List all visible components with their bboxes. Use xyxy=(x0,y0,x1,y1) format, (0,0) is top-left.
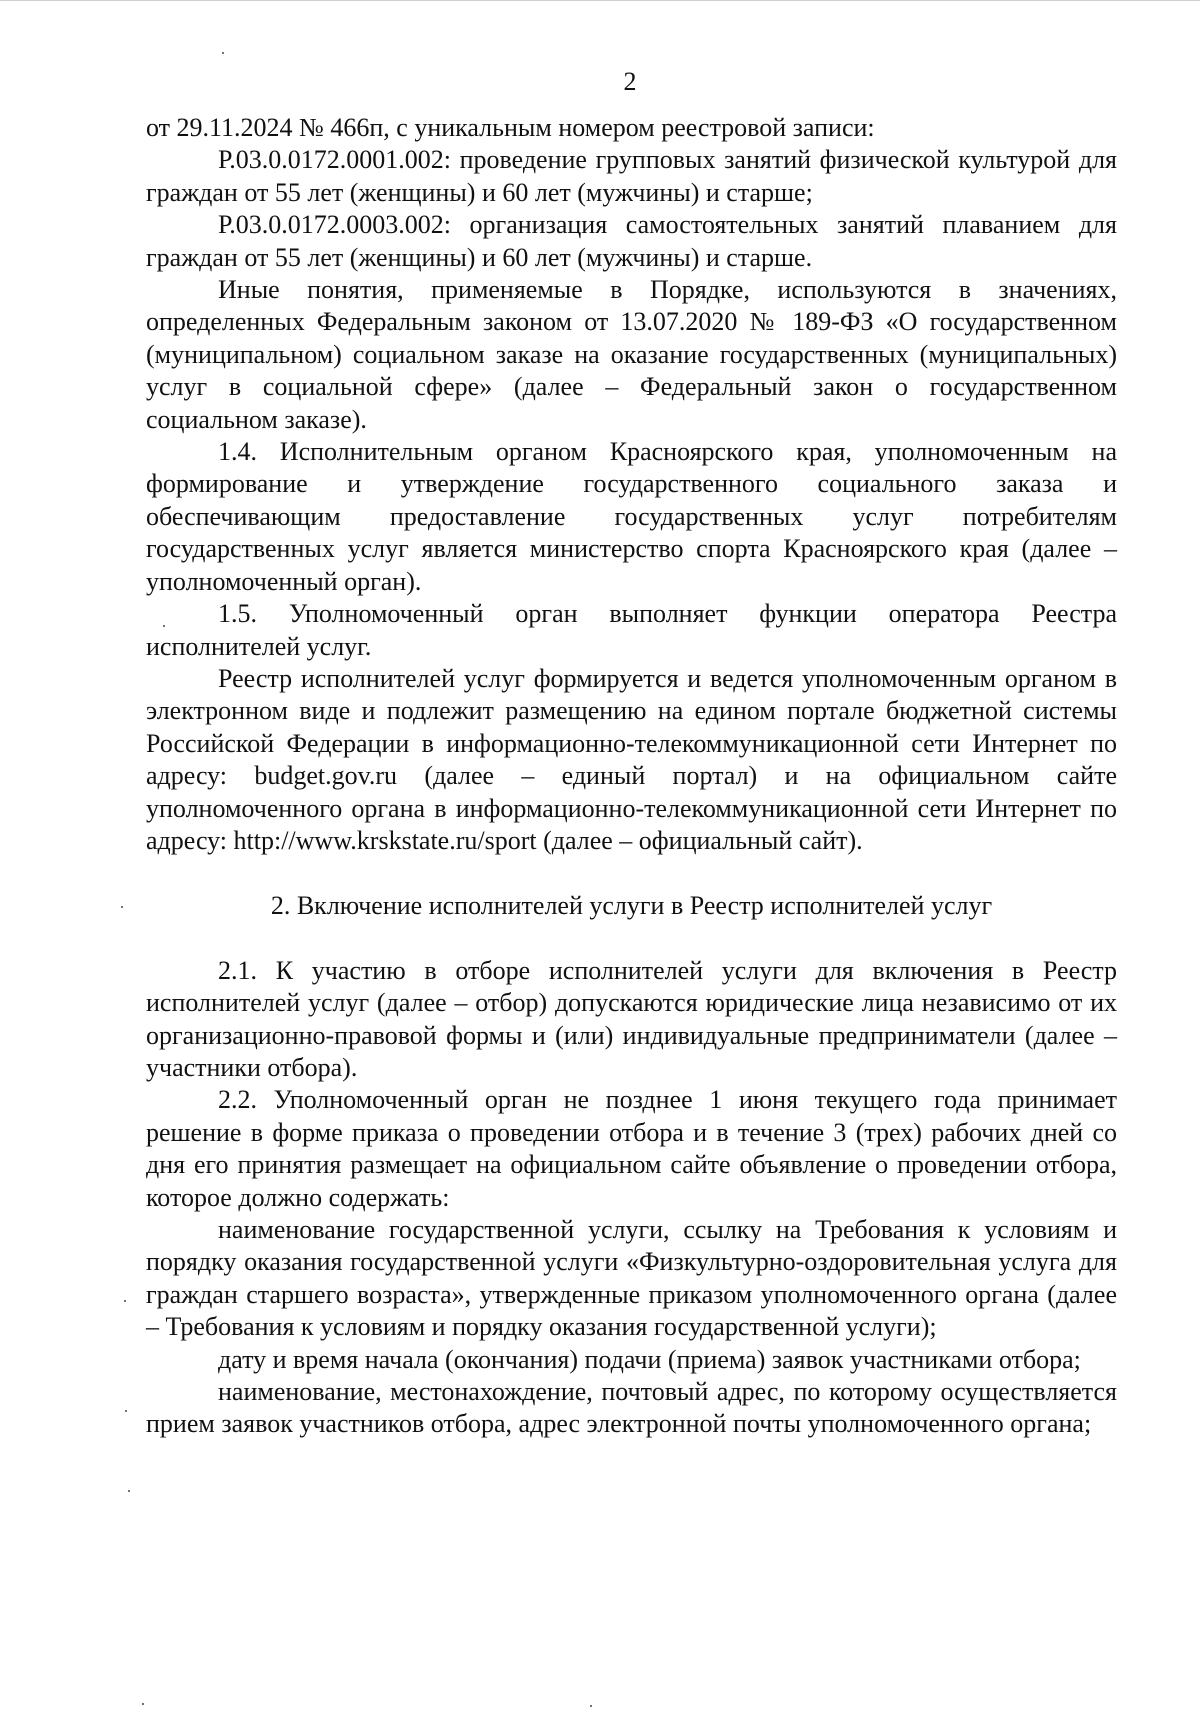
scan-speck xyxy=(590,1705,592,1707)
scan-speck xyxy=(128,1490,130,1492)
paragraph-announcement-item-3: наименование, местонахождение, почтовый адрес, по которому осуществляется прием заявок участников отбора, адрес электронной почты уполномоченного органа; xyxy=(146,1377,1117,1439)
section-heading-2: 2. Включение исполнителей услуги в Реестр исполнителей услуг xyxy=(270,891,993,921)
paragraph-service-code-1: Р.03.0.0172.0001.002: проведение групповых занятий физической культурой для граждан от 55 лет (женщины) и 60 лет (мужчины) и старше; xyxy=(146,145,1117,207)
paragraph-definitions: Иные понятия, применяемые в Порядке, используются в значениях, определенных Федеральным законом от 13.07.2020 № 189-ФЗ «О государственном (муниципальном) социальном заказе на оказание государственных (муниципальных) услуг в социальной сфере» (далее – Федеральный закон о государственном социальном заказе). xyxy=(146,275,1117,434)
paragraph-2-1: 2.1. К участию в отборе исполнителей услуги для включения в Реестр исполнителей услуг (далее – отбор) допускаются юридические лица независимо от их организационно-правовой формы и (или) индивидуальные предприниматели (далее – участники отбора). xyxy=(146,955,1117,1082)
paragraph-2-2: 2.2. Уполномоченный орган не позднее 1 июня текущего года принимает решение в форме приказа о проведении отбора и в течение 3 (трех) рабочих дней со дня его принятия размещает на официальном сайте объявление о проведении отбора, которое должно содержать: xyxy=(146,1085,1117,1212)
paragraph-1-4: 1.4. Исполнительным органом Красноярского края, уполномоченным на формирование и утверждение государственного социального заказа и обеспечивающим предоставление государственных услуг потребителям государственных услуг является министерство спорта Красноярского края (далее – уполномоченный орган). xyxy=(146,437,1117,596)
page-number: 2 xyxy=(623,67,637,96)
scan-speck xyxy=(222,52,224,54)
paragraph-service-code-2: Р.03.0.0172.0003.002: организация самостоятельных занятий плаванием для граждан от 55 лет (женщины) и 60 лет (мужчины) и старше. xyxy=(146,210,1117,272)
scan-speck xyxy=(124,1300,126,1302)
document-body xyxy=(146,112,1117,1441)
scan-speck xyxy=(142,1703,144,1705)
scan-edge-line xyxy=(0,0,1200,1)
paragraph-announcement-item-2: дату и время начала (окончания) подачи (приема) заявок участниками отбора; xyxy=(218,1344,1081,1374)
scan-speck xyxy=(163,625,165,627)
paragraph-registry-intro: от 29.11.2024 № 466п, с уникальным номером реестровой записи: xyxy=(146,113,875,142)
paragraph-registry-portal: Реестр исполнителей услуг формируется и ведется уполномоченным органом в электронном виде и подлежит размещению на едином портале бюджетной системы Российской Федерации в информационно-телекоммуникационной сети Интернет по адресу: budget.gov.ru (далее – единый портал) и на официальном сайте уполномоченного органа в информационно-телекоммуникационной сети Интернет по адресу: http://www.krskstate.ru/sport (далее – официальный сайт). xyxy=(146,663,1117,855)
paragraph-announcement-item-1: наименование государственной услуги, ссылку на Требования к условиям и порядку оказания государственной услуги «Физкультурно-оздоровительная услуга для граждан старшего возраста», утвержденные приказом уполномоченного органа (далее – Требования к условиям и порядку оказания государственной услуги); xyxy=(146,1215,1117,1342)
scan-speck xyxy=(125,1410,127,1412)
scan-speck xyxy=(121,906,123,908)
paragraph-1-5: 1.5. Уполномоченный орган выполняет функции оператора Реестра исполнителей услуг. xyxy=(146,599,1117,661)
